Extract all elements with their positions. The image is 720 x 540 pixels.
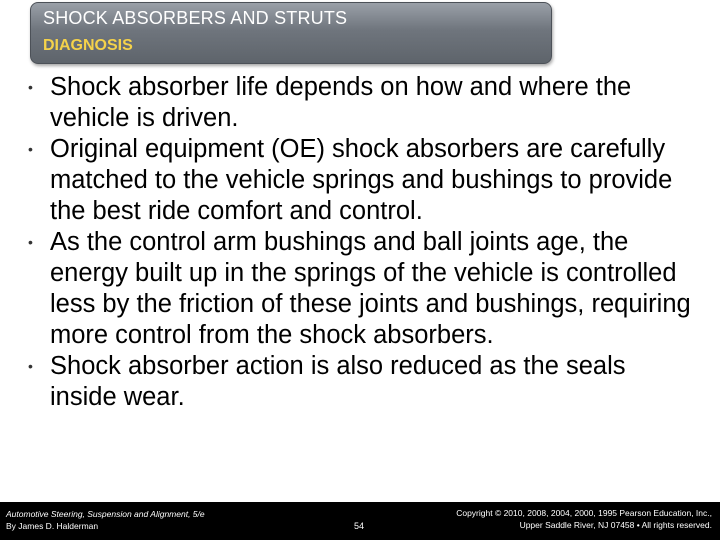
bullet-icon: •	[28, 358, 33, 374]
bullet-text: As the control arm bushings and ball joints age, the energy built up in the springs of the vehicle is controlled less by the friction of these joints and bushings, requiring more control from the shock absorbers.	[50, 228, 691, 349]
bullet-icon: •	[28, 141, 33, 157]
slide-subtitle: DIAGNOSIS	[43, 37, 133, 54]
page-number: 54	[354, 521, 365, 531]
slide-title: SHOCK ABSORBERS AND STRUTS	[43, 8, 348, 28]
book-title: Automotive Steering, Suspension and Alignment, 5/e	[6, 509, 205, 519]
bullet-icon: •	[28, 79, 33, 95]
bullet-item	[28, 227, 698, 351]
bullet-item	[28, 72, 698, 134]
footer-citation	[6, 508, 205, 532]
bullet-item	[28, 351, 698, 413]
bullet-icon: •	[28, 234, 33, 250]
bullet-item	[28, 134, 698, 227]
copyright-line-1: Copyright © 2010, 2008, 2004, 2000, 1995 Pearson Education, Inc.,	[456, 508, 712, 518]
copyright-line-2: Upper Saddle River, NJ 07458 • All rights reserved.	[519, 520, 712, 530]
bullet-text: Shock absorber action is also reduced as the seals inside wear.	[50, 352, 626, 411]
bullet-list	[28, 72, 698, 413]
copyright-notice	[456, 507, 712, 531]
author-line: By James D. Halderman	[6, 521, 99, 531]
bullet-text: Original equipment (OE) shock absorbers are carefully matched to the vehicle springs and bushings to provide the best ride comfort and control.	[50, 135, 673, 225]
bullet-text: Shock absorber life depends on how and where the vehicle is driven.	[50, 73, 632, 132]
footer-bar	[0, 502, 720, 540]
